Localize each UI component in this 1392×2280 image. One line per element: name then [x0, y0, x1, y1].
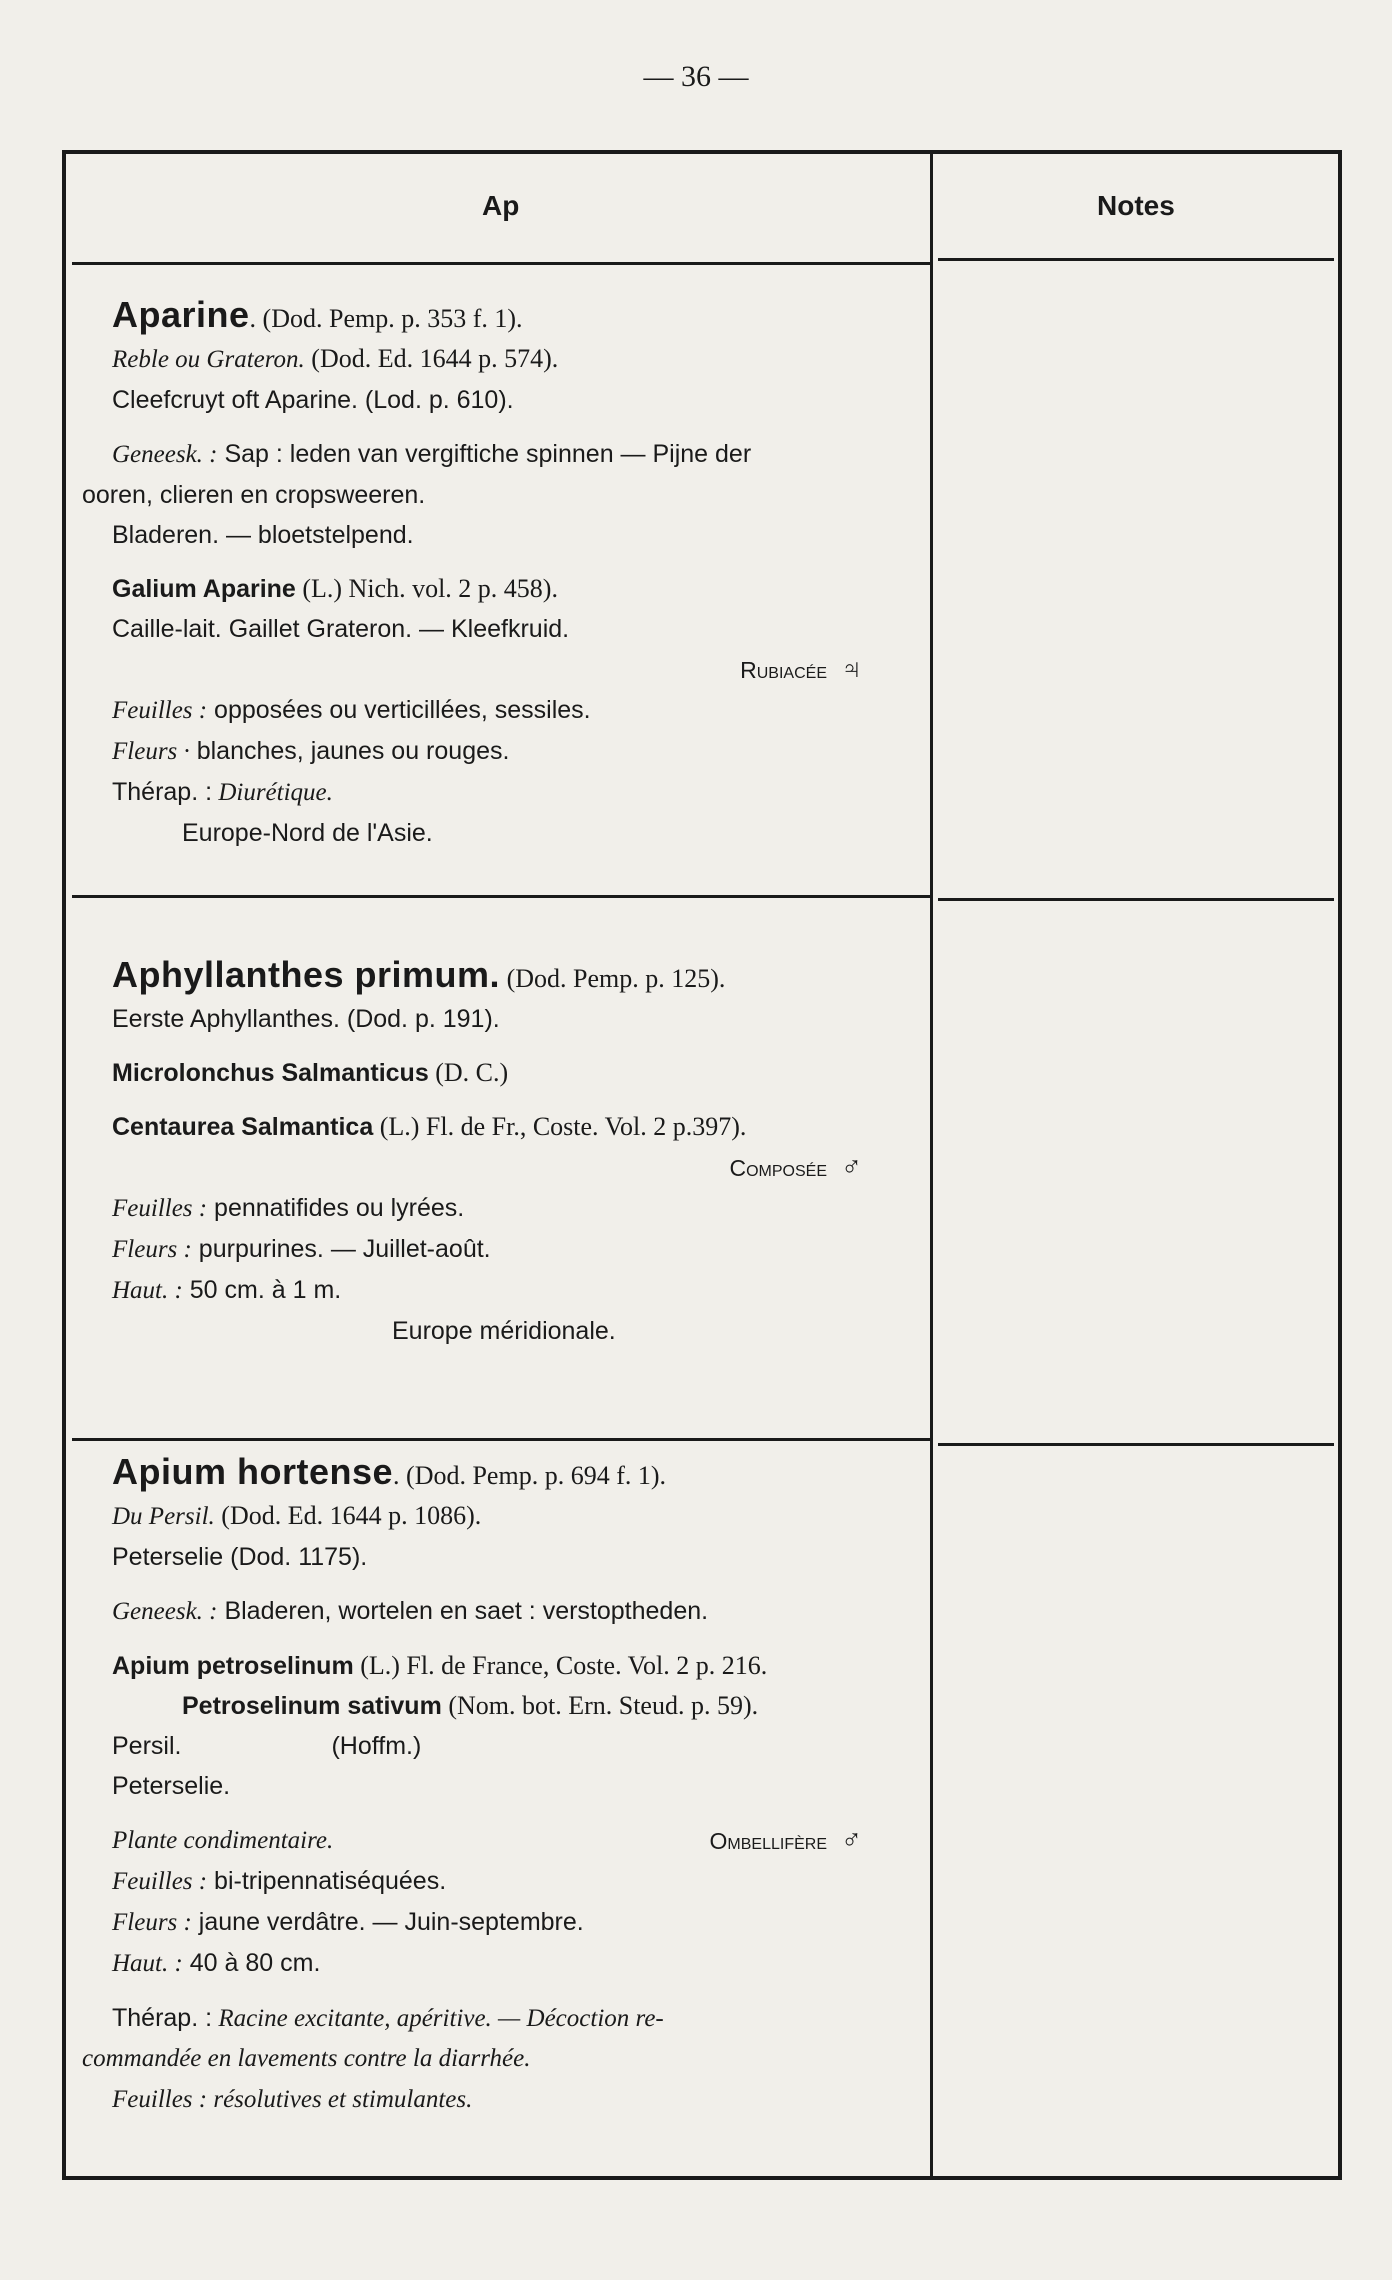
entry-rule-right	[938, 1443, 1334, 1446]
entry-aparine: Aparine. (Dod. Pemp. p. 353 f. 1). Reble ou Grateron. (Dod. Ed. 1644 p. 574). Cleefcruyt oft Aparine. (Lod. p. 610). Geneesk. : Sap : leden van vergiftiche spinnen — Pijne der ooren, clieren en cropsweeren. Bladeren. — bloetstelpend. Galium Aparine (L.) Nich. vol. 2 p. 458). Caille-lait. Gaillet Grateron. — Kleefkruid. Rubiacée ♃ Feuilles : opposées ou verticillées, sessiles. Fleurs · blanches, jaunes ou rouges. Thérap. : Diurétique. Europe-Nord de l'Asie.	[82, 294, 862, 847]
family-label: Ombellifère	[709, 1828, 827, 1854]
header-rule-right	[938, 258, 1334, 261]
entry-title: Aphyllanthes primum.	[112, 954, 501, 995]
column-header-ap: Ap	[482, 190, 520, 221]
entry-apium: Apium hortense. (Dod. Pemp. p. 694 f. 1). Du Persil. (Dod. Ed. 1644 p. 1086). Peterselie (Dod. 1175). Geneesk. : Bladeren, wortelen en saet : verstoptheden. Apium petroselinum (L.) Fl. de France, Coste. Vol. 2 p. 216. Petroselinum sativum (Nom. bot. Ern. Steud. p. 59). Persil. (Hoffm.) Peterselie. Plante condimentaire. Ombellifère ♂ Feuilles : bi-tripennatiséquées. Fleurs : jaune verdâtre. — Juin-septembre. Haut. : 40 à 80 cm. Thérap. : Racine excitante, apéritive. — Décoction re- commandée en lavements contre la diarrhée. Feuilles : résolutives et stimulantes.	[82, 1451, 862, 2113]
male-symbol-icon: ♂	[841, 1151, 862, 1182]
entry-title: Aparine	[112, 294, 250, 335]
entry-title: Apium hortense	[112, 1451, 394, 1492]
family-label: Composée	[729, 1155, 827, 1181]
perennial-symbol-icon: ♃	[841, 653, 862, 684]
column-divider	[930, 150, 933, 2180]
entry-rule-right	[938, 898, 1334, 901]
entry-rule-left	[72, 1438, 930, 1441]
entry-aphyllanthes: Aphyllanthes primum. (Dod. Pemp. p. 125). Eerste Aphyllanthes. (Dod. p. 191). Microlonchus Salmanticus (D. C.) Centaurea Salmantica (L.) Fl. de Fr., Coste. Vol. 2 p.397). Composée ♂ Feuilles : pennatifides ou lyrées. Fleurs : purpurines. — Juillet-août. Haut. : 50 cm. à 1 m. Europe méridionale.	[112, 954, 862, 1345]
header-rule-left	[72, 262, 930, 265]
page-number: — 36 —	[643, 60, 749, 93]
entry-rule-left	[72, 895, 930, 898]
male-symbol-icon: ♂	[841, 1824, 862, 1855]
family-label: Rubiacée	[740, 657, 827, 683]
column-header-notes: Notes	[1097, 190, 1175, 221]
